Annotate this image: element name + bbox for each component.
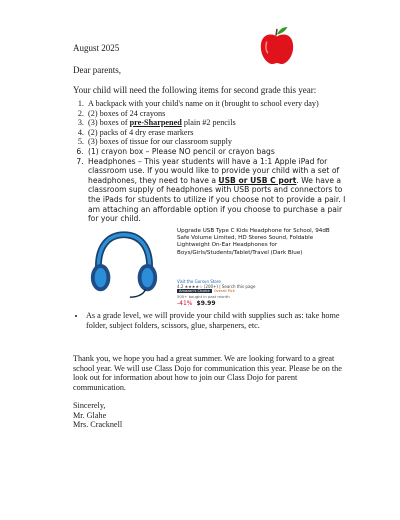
list-item: 3. (3) boxes of pre-Sharpened plain #2 pencils	[86, 118, 346, 128]
price-row	[177, 300, 216, 307]
price-label: $9.99	[196, 300, 216, 307]
badge-row	[177, 289, 235, 293]
discount-label: -41%	[177, 300, 193, 307]
choice-badge: Amazon's Choice	[179, 289, 210, 293]
greeting: Dear parents,	[73, 65, 121, 75]
list-item: 2. (2) boxes of 24 crayons	[86, 109, 346, 119]
signoff: Sincerely,	[73, 401, 106, 410]
product-listing	[85, 228, 335, 307]
signer-name: Mr. Glahe	[73, 410, 107, 420]
emphasis-text: pre-Sharpened	[129, 118, 182, 128]
list-item: 6. (1) crayon box – Please NO pencil or crayon bags	[86, 147, 346, 157]
signature-block	[73, 401, 122, 430]
product-rating: 4.2 ★★★★☆ (200+) | Search this page	[177, 284, 256, 289]
list-item: 4. (2) packs of 4 dry erase markers	[86, 128, 346, 138]
supply-list	[73, 99, 346, 224]
signer-name: Mrs. Cracknell	[73, 420, 123, 430]
list-item: 7. Headphones – This year students will have a 1:1 Apple iPad for classroom use. If you would like to provide your child with a set of headphones, they need to have a USB or USB C port. We have a classroom supply of headphones with USB ports and connectors to the iPads for students to utilize if you choose not to provide a pair. I am attaching an affordable option if you choose to purchase a pair for your child.	[86, 157, 346, 224]
list-item: 5. (3) boxes of tissue for our classroom supply	[86, 137, 346, 147]
headphones-image	[85, 228, 163, 300]
bought-count: 500+ bought in past month	[177, 294, 230, 299]
intro-text: Your child will need the following items for second grade this year:	[73, 85, 317, 95]
apple-icon	[258, 24, 296, 66]
list-item: 1. A backpack with your child's name on it (brought to school every day)	[86, 99, 346, 109]
emphasis-text: USB or USB C port	[218, 175, 297, 185]
badge-category: Overall Pick	[213, 289, 235, 293]
product-title: Upgrade USB Type C Kids Headphone for School, 94dB Safe Volume Limited, HD Stereo Sound, Foldable Lightweight On-Ear Headphones for Boys/Girls/Students/Tablet/Travel (Dark Blue)	[177, 228, 330, 256]
store-link[interactable]: Visit the Gorsun Store	[177, 279, 221, 284]
letter-date: August 2025	[73, 43, 120, 53]
list-item: • As a grade level, we will provide your child with supplies such as: take home folder, subject folders, scissors, glue, sharpeners, etc.	[86, 311, 351, 330]
supplies-bullet-list	[73, 311, 351, 330]
closing-paragraph: Thank you, we hope you had a great summer. We are looking forward to a great school year. We will use Class Dojo for communication this year. Please be on the look out for information about how to join our Class Dojo for parent communication.	[73, 354, 342, 392]
